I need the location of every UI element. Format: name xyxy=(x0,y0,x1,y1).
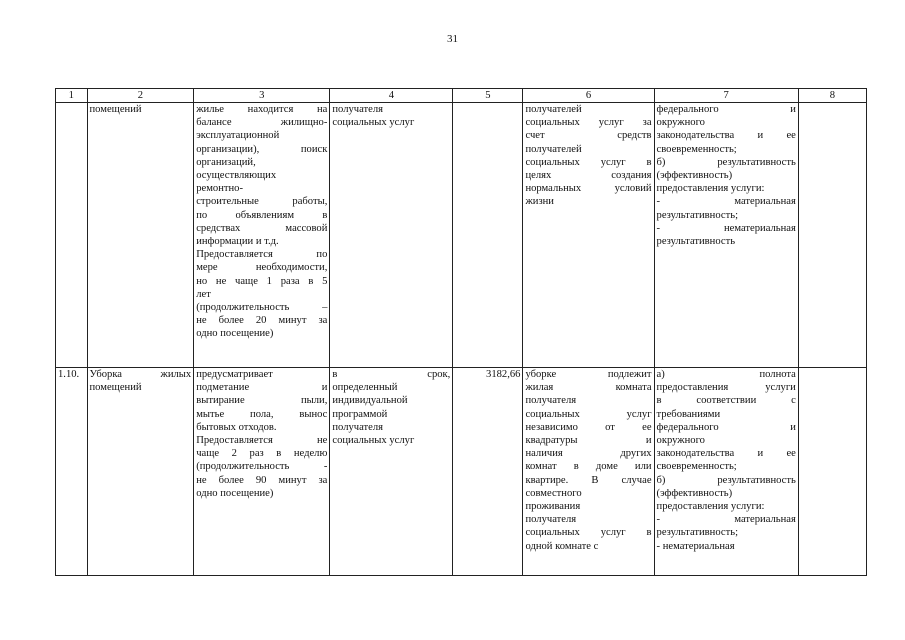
cell-text-line: предоставления услуги: xyxy=(656,183,765,195)
table-row xyxy=(56,103,867,368)
cell-text-line: мытье пола, вынос xyxy=(196,408,328,420)
cell-text-line: одно посещение) xyxy=(196,328,274,340)
cell-text-line: федерального и xyxy=(656,104,796,115)
cell-text-line: целях создания xyxy=(525,170,652,182)
quality-indicators-cell xyxy=(654,103,798,368)
cell-text-line: получателей xyxy=(525,104,582,115)
cell-text-line: предоставления услуги: xyxy=(656,501,765,513)
cell-text-line: (продолжительность – xyxy=(196,302,328,314)
cell-text-line: своевременность; xyxy=(656,143,737,155)
cell-text-line: вытирание пыли, xyxy=(196,395,328,407)
row-index-cell: 1.10. xyxy=(56,368,88,576)
cell-text-line: счет средств xyxy=(525,130,652,142)
cell-text-line: законодательства и ее xyxy=(656,448,796,460)
cell-text-line: квартире. В случае xyxy=(525,474,652,486)
cell-text-line: квадратуры и xyxy=(525,435,652,447)
cell-text-line: мере необходимости, xyxy=(196,262,328,274)
extra-cell xyxy=(798,368,866,576)
cell-text-line: программой xyxy=(332,408,388,420)
cell-text-line: помещений xyxy=(89,382,142,394)
cell-text-line: чаще 2 раз в неделю xyxy=(196,448,328,460)
cell-text-line: совместного xyxy=(525,487,582,499)
cell-text-line: средствах массовой xyxy=(196,222,328,234)
cell-text-line: социальных услуг в xyxy=(525,156,652,168)
cell-text-line: социальных услуг xyxy=(332,117,415,129)
column-header: 2 xyxy=(87,89,194,103)
cell-text-line: эксплуатационной xyxy=(196,130,280,142)
cell-text-line: информации и т.д. xyxy=(196,236,279,248)
cell-text-line: организации), поиск xyxy=(196,143,328,155)
service-name-cell xyxy=(87,103,194,368)
cell-text-line: предусматривает xyxy=(196,369,273,380)
cell-text-line: индивидуальной xyxy=(332,395,408,407)
cell-text-line: Предоставляется не xyxy=(196,435,328,447)
service-description-cell xyxy=(194,368,330,576)
column-header: 7 xyxy=(654,89,798,103)
cell-text-line: Предоставляется по xyxy=(196,249,328,261)
page-number: 31 xyxy=(447,33,458,45)
cell-text-line: - материальная xyxy=(656,196,796,208)
cell-text-line: балансе жилищно- xyxy=(196,117,328,129)
service-term-cell xyxy=(330,103,453,368)
column-header: 6 xyxy=(523,89,654,103)
tariff-cell xyxy=(453,103,523,368)
cell-text-line: помещений xyxy=(89,104,142,115)
cell-text-line: требованиями xyxy=(656,408,721,420)
cell-text-line: законодательства и ее xyxy=(656,130,796,142)
cell-text-line: не более 90 минут за xyxy=(196,474,328,486)
cell-text-line: не более 20 минут за xyxy=(196,315,328,327)
cell-text-line: а) полнота xyxy=(656,369,796,380)
cell-text-line: социальных услуг xyxy=(525,408,652,420)
cell-text-line: жизни xyxy=(525,196,554,208)
cell-text-line: строительные работы, xyxy=(196,196,328,208)
service-description-cell xyxy=(194,103,330,368)
cell-text-line: Уборка жилых xyxy=(89,369,192,380)
cell-text-line: социальных услуг за xyxy=(525,117,652,129)
cell-text-line: осуществляющих xyxy=(196,170,277,182)
cell-text-line: б) результативность xyxy=(656,156,796,168)
cell-text-line: лет xyxy=(196,288,211,300)
quality-indicators-cell xyxy=(654,368,798,576)
cell-text-line: по объявлениям в xyxy=(196,209,328,221)
cell-text-line: наличия других xyxy=(525,448,652,460)
cell-text-line: федерального и xyxy=(656,421,796,433)
cell-text-line: результативность; xyxy=(656,209,739,221)
table-row xyxy=(56,368,867,576)
cell-text-line: б) результативность xyxy=(656,474,796,486)
cell-text-line: организаций, xyxy=(196,156,256,168)
cell-text-line: уборке подлежит xyxy=(525,369,652,380)
cell-text-line: получателя xyxy=(332,104,384,115)
cell-text-line: жилая комната xyxy=(525,382,652,394)
cell-text-line: своевременность; xyxy=(656,461,737,473)
cell-text-line: получателя xyxy=(525,395,577,407)
column-header: 8 xyxy=(798,89,866,103)
row-index-cell xyxy=(56,103,88,368)
column-header: 4 xyxy=(330,89,453,103)
cell-text-line: бытовых отходов. xyxy=(196,421,277,433)
cell-text-line: комнат в доме или xyxy=(525,461,652,473)
cell-text-line: социальных услуг xyxy=(332,435,415,447)
cell-text-line: предоставления услуги xyxy=(656,382,796,394)
cell-text-line: результативность xyxy=(656,236,736,248)
cell-text-line: результативность; xyxy=(656,527,739,539)
cell-text-line: - нематериальная xyxy=(656,222,796,234)
cell-text-line: нормальных условий xyxy=(525,183,652,195)
column-header: 3 xyxy=(194,89,330,103)
cell-text-line: но не чаще 1 раза в 5 xyxy=(196,275,328,287)
cell-text-line: окружного xyxy=(656,117,705,129)
column-header: 1 xyxy=(56,89,88,103)
service-conditions-cell xyxy=(523,103,654,368)
service-name-cell xyxy=(87,368,194,576)
services-table xyxy=(55,88,867,576)
cell-text-line: получателя xyxy=(332,421,384,433)
cell-text-line: независимо от ее xyxy=(525,421,652,433)
cell-text-line: проживания xyxy=(525,501,581,513)
cell-text-line: одно посещение) xyxy=(196,487,274,499)
cell-text-line: жилье находится на xyxy=(196,104,328,115)
cell-text-line: определенный xyxy=(332,382,398,394)
cell-text-line: (продолжительность - xyxy=(196,461,328,473)
cell-text-line: одной комнате с xyxy=(525,540,599,552)
cell-text-line: социальных услуг в xyxy=(525,527,652,539)
service-conditions-cell xyxy=(523,368,654,576)
tariff-cell: 3182,66 xyxy=(453,368,523,576)
cell-text-line: в соответствии с xyxy=(656,395,796,407)
cell-text-line: - материальная xyxy=(656,514,796,526)
extra-cell xyxy=(798,103,866,368)
cell-text-line: ремонтно- xyxy=(196,183,243,195)
cell-text-line: в срок, xyxy=(332,369,451,380)
cell-text-line: получателей xyxy=(525,143,582,155)
cell-text-line: - нематериальная xyxy=(656,540,735,552)
service-term-cell xyxy=(330,368,453,576)
table-header-row xyxy=(56,89,867,103)
column-header: 5 xyxy=(453,89,523,103)
cell-text-line: (эффективность) xyxy=(656,487,733,499)
cell-text-line: (эффективность) xyxy=(656,170,733,182)
cell-text-line: окружного xyxy=(656,435,705,447)
cell-text-line: подметание и xyxy=(196,382,328,394)
cell-text-line: получателя xyxy=(525,514,577,526)
